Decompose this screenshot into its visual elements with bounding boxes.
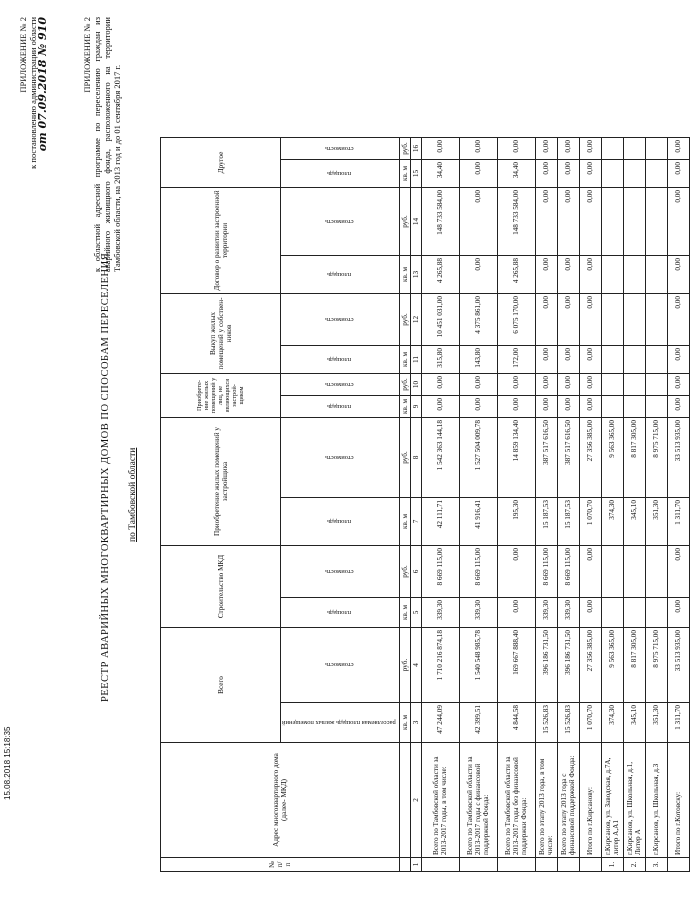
table-cell: 15 187,53 bbox=[557, 498, 579, 546]
unit-m2: кв. м bbox=[399, 498, 410, 546]
row-number bbox=[557, 858, 579, 872]
table-cell: 1 070,70 bbox=[579, 703, 601, 743]
table-cell: 8 669 115,00 bbox=[557, 546, 579, 598]
table-cell: 339,30 bbox=[557, 598, 579, 628]
unit-rub: руб. bbox=[399, 138, 410, 160]
header-num: № п/п bbox=[161, 858, 400, 872]
row-address: Всего по Тамбовской области за 2013-2017 годы без финансовой поддержки Фонда: bbox=[497, 743, 535, 858]
column-number: 7 bbox=[410, 498, 421, 546]
header-redemption: Выкуп жилых помещений у собствен-ников bbox=[161, 294, 281, 374]
header-address: Адрес многоквартирного дома (далее- МКД) bbox=[161, 743, 400, 858]
table-cell bbox=[623, 374, 645, 396]
table-cell: 0,00 bbox=[579, 374, 601, 396]
table-cell: 33 513 935,00 bbox=[667, 628, 689, 703]
column-number: 9 bbox=[410, 396, 421, 418]
row-number bbox=[459, 858, 497, 872]
header-cost: стоимость bbox=[281, 418, 400, 498]
header-cost: стоимость bbox=[281, 546, 400, 598]
table-cell: 0,00 bbox=[497, 138, 535, 160]
table-cell: 1 527 504 009,78 bbox=[459, 418, 497, 498]
table-row bbox=[421, 138, 459, 872]
table-cell: 15 526,83 bbox=[557, 703, 579, 743]
table-row bbox=[601, 138, 623, 872]
table-cell: 387 517 616,50 bbox=[557, 418, 579, 498]
column-number: 11 bbox=[410, 346, 421, 374]
table-cell: 34,40 bbox=[497, 160, 535, 188]
table-cell: 0,00 bbox=[535, 188, 557, 256]
table-row bbox=[645, 138, 667, 872]
table-cell: 0,00 bbox=[667, 396, 689, 418]
table-cell: 47 244,09 bbox=[421, 703, 459, 743]
table-cell: 339,30 bbox=[535, 598, 557, 628]
table-cell: 15 187,53 bbox=[535, 498, 557, 546]
table-cell: 4 375 861,00 bbox=[459, 294, 497, 346]
appendix-block bbox=[18, 17, 48, 252]
table-cell: 0,00 bbox=[459, 256, 497, 294]
table-cell: 42 399,51 bbox=[459, 703, 497, 743]
table-cell bbox=[601, 160, 623, 188]
table-row bbox=[623, 138, 645, 872]
column-number-row bbox=[410, 138, 421, 872]
table-cell: 0,00 bbox=[535, 396, 557, 418]
registry-body bbox=[421, 138, 689, 872]
table-cell bbox=[645, 138, 667, 160]
table-cell bbox=[623, 294, 645, 346]
table-cell: 1 542 363 144,18 bbox=[421, 418, 459, 498]
table-cell: 0,00 bbox=[557, 188, 579, 256]
table-row bbox=[459, 138, 497, 872]
table-cell: 169 667 888,40 bbox=[497, 628, 535, 703]
header-cost: стоимость bbox=[281, 188, 400, 256]
row-address: г.Кирсанов, ул. Школьная, д.3 bbox=[645, 743, 667, 858]
header-area: площадь bbox=[281, 396, 400, 418]
header-cost: стоимость bbox=[281, 294, 400, 346]
table-cell bbox=[645, 396, 667, 418]
table-cell: 351,30 bbox=[645, 498, 667, 546]
table-cell: 1 540 548 985,78 bbox=[459, 628, 497, 703]
row-address: г.Кирсанов, ул. Заводская, д.7А, литер А,А1 bbox=[601, 743, 623, 858]
header-area: площадь bbox=[281, 346, 400, 374]
table-cell: 27 356 385,00 bbox=[579, 418, 601, 498]
unit-rub: руб. bbox=[399, 628, 410, 703]
table-cell: 339,30 bbox=[459, 598, 497, 628]
table-cell: 374,30 bbox=[601, 498, 623, 546]
table-cell bbox=[623, 188, 645, 256]
table-cell: 0,00 bbox=[497, 396, 535, 418]
column-number: 10 bbox=[410, 374, 421, 396]
table-cell: 396 186 731,50 bbox=[535, 628, 557, 703]
header-area: площадь bbox=[281, 256, 400, 294]
table-cell: 0,00 bbox=[579, 138, 601, 160]
table-cell: 4 844,58 bbox=[497, 703, 535, 743]
column-number: 1 bbox=[410, 858, 421, 872]
table-cell: 42 111,71 bbox=[421, 498, 459, 546]
table-cell: 0,00 bbox=[557, 160, 579, 188]
table-cell: 351,30 bbox=[645, 703, 667, 743]
table-cell: 0,00 bbox=[579, 546, 601, 598]
table-row bbox=[497, 138, 535, 872]
table-cell: 27 356 385,00 bbox=[579, 628, 601, 703]
table-cell bbox=[601, 138, 623, 160]
table-cell: 8 669 115,00 bbox=[459, 546, 497, 598]
column-number: 8 bbox=[410, 418, 421, 498]
table-cell: 9 563 365,00 bbox=[601, 628, 623, 703]
header-area: площадь bbox=[281, 498, 400, 546]
unit-m2: кв. м bbox=[399, 703, 410, 743]
column-number: 15 bbox=[410, 160, 421, 188]
table-cell: 0,00 bbox=[667, 374, 689, 396]
table-cell: 0,00 bbox=[667, 598, 689, 628]
column-number: 6 bbox=[410, 546, 421, 598]
table-cell bbox=[645, 546, 667, 598]
unit-empty bbox=[399, 858, 410, 872]
unit-rub: руб. bbox=[399, 374, 410, 396]
row-number bbox=[421, 858, 459, 872]
table-cell: 374,30 bbox=[601, 703, 623, 743]
row-address: Итого по г.Котовску: bbox=[667, 743, 689, 858]
table-cell: 0,00 bbox=[535, 138, 557, 160]
table-cell: 0,00 bbox=[535, 374, 557, 396]
header-purchase-developer: Приобретение жилых помещений у застройщика bbox=[161, 418, 281, 546]
table-cell bbox=[601, 346, 623, 374]
table-cell bbox=[645, 188, 667, 256]
table-cell: 0,00 bbox=[421, 138, 459, 160]
column-number: 16 bbox=[410, 138, 421, 160]
column-number: 14 bbox=[410, 188, 421, 256]
table-cell: 14 859 134,40 bbox=[497, 418, 535, 498]
header-other: Другое bbox=[161, 138, 281, 188]
header-area: площадь bbox=[281, 160, 400, 188]
row-number bbox=[579, 858, 601, 872]
table-cell: 0,00 bbox=[579, 256, 601, 294]
table-cell: 33 513 935,00 bbox=[667, 418, 689, 498]
row-address: Всего по этапу 2013 года, в том числе: bbox=[535, 743, 557, 858]
table-cell: 0,00 bbox=[579, 598, 601, 628]
unit-empty bbox=[399, 743, 410, 858]
table-row bbox=[557, 138, 579, 872]
page-title: РЕЕСТР АВАРИЙНЫХ МНОГОКВАРТИРНЫХ ДОМОВ ПО СПОСОБАМ ПЕРЕСЕЛЕНИЯ bbox=[100, 252, 111, 702]
appendix-decree: к постановлению администрации области bbox=[28, 17, 38, 169]
row-address: Итого по г.Кирсанову: bbox=[579, 743, 601, 858]
table-cell bbox=[601, 374, 623, 396]
table-cell: 0,00 bbox=[667, 546, 689, 598]
table-cell: 1 710 216 874,18 bbox=[421, 628, 459, 703]
table-cell: 339,30 bbox=[421, 598, 459, 628]
table-cell: 0,00 bbox=[421, 374, 459, 396]
table-cell: 0,00 bbox=[557, 346, 579, 374]
table-cell bbox=[623, 346, 645, 374]
appendix-title: ПРИЛОЖЕНИЕ № 2 bbox=[18, 17, 28, 93]
row-number: 2. bbox=[623, 858, 645, 872]
table-cell: 15 526,83 bbox=[535, 703, 557, 743]
table-cell: 0,00 bbox=[497, 374, 535, 396]
print-timestamp: 15.08.2018 15:18:35 bbox=[3, 726, 12, 800]
table-cell: 315,80 bbox=[421, 346, 459, 374]
table-cell: 34,40 bbox=[421, 160, 459, 188]
table-cell: 0,00 bbox=[667, 138, 689, 160]
table-cell: 0,00 bbox=[459, 396, 497, 418]
column-number: 4 bbox=[410, 628, 421, 703]
table-cell bbox=[623, 396, 645, 418]
unit-m2: кв. м bbox=[399, 346, 410, 374]
table-cell: 148 733 584,00 bbox=[421, 188, 459, 256]
table-cell: 8 669 115,00 bbox=[535, 546, 557, 598]
table-cell bbox=[645, 294, 667, 346]
table-cell: 0,00 bbox=[535, 256, 557, 294]
table-cell: 0,00 bbox=[667, 256, 689, 294]
appendix-program-text: к областной адресной программе по переселению граждан из аварийного жилищного фонда, расположенного на территории Тамбовской области, на 2013 год и до 01 сентября 2017 г. bbox=[92, 17, 122, 272]
table-cell: 8 817 305,00 bbox=[623, 418, 645, 498]
rotated-document-sheet bbox=[10, 12, 683, 892]
table-cell: 148 733 584,00 bbox=[497, 188, 535, 256]
header-total: Всего bbox=[161, 628, 281, 743]
table-cell bbox=[601, 294, 623, 346]
page-subtitle: по Тамбовской области bbox=[128, 447, 138, 542]
table-cell: 345,10 bbox=[623, 498, 645, 546]
table-cell bbox=[601, 546, 623, 598]
table-row bbox=[667, 138, 689, 872]
table-cell: 387 517 616,50 bbox=[535, 418, 557, 498]
row-address: Всего по этапу 2013 года с финансовой поддержкой Фонда: bbox=[557, 743, 579, 858]
row-number bbox=[667, 858, 689, 872]
table-cell: 8 975 715,00 bbox=[645, 628, 667, 703]
appendix-program-block bbox=[82, 17, 122, 272]
table-cell: 0,00 bbox=[557, 374, 579, 396]
table-cell: 1 311,70 bbox=[667, 703, 689, 743]
header-area: площадь bbox=[281, 598, 400, 628]
table-cell: 9 563 365,00 bbox=[601, 418, 623, 498]
table-cell: 1 311,70 bbox=[667, 498, 689, 546]
table-cell: 0,00 bbox=[497, 546, 535, 598]
row-address: Всего по Тамбовской области за 2013-2017 годы, в том числе: bbox=[421, 743, 459, 858]
table-cell bbox=[645, 346, 667, 374]
table-cell: 0,00 bbox=[459, 138, 497, 160]
column-number: 3 bbox=[410, 703, 421, 743]
table-cell: 0,00 bbox=[421, 396, 459, 418]
table-cell: 4 265,88 bbox=[421, 256, 459, 294]
table-cell: 0,00 bbox=[535, 294, 557, 346]
table-cell: 172,00 bbox=[497, 346, 535, 374]
row-address: г.Кирсанов, ул. Школьная, д.1, Литер А bbox=[623, 743, 645, 858]
table-cell: 0,00 bbox=[535, 160, 557, 188]
registry-table bbox=[160, 137, 690, 872]
row-number: 1. bbox=[601, 858, 623, 872]
unit-m2: кв. м bbox=[399, 160, 410, 188]
table-cell: 4 265,88 bbox=[497, 256, 535, 294]
table-cell: 0,00 bbox=[667, 160, 689, 188]
table-cell: 0,00 bbox=[667, 346, 689, 374]
row-address: Всего по Тамбовской области за 2013-2017 годы с финансовой поддержкой Фонда: bbox=[459, 743, 497, 858]
column-number: 2 bbox=[410, 743, 421, 858]
table-cell: 0,00 bbox=[579, 346, 601, 374]
table-cell bbox=[645, 256, 667, 294]
table-cell: 10 451 031,00 bbox=[421, 294, 459, 346]
table-cell: 345,10 bbox=[623, 703, 645, 743]
table-cell bbox=[645, 374, 667, 396]
table-cell bbox=[623, 598, 645, 628]
table-cell: 0,00 bbox=[667, 294, 689, 346]
table-cell: 0,00 bbox=[579, 160, 601, 188]
table-cell: 0,00 bbox=[459, 374, 497, 396]
table-cell bbox=[601, 256, 623, 294]
unit-rub: руб. bbox=[399, 546, 410, 598]
table-cell: 0,00 bbox=[557, 256, 579, 294]
table-cell bbox=[601, 598, 623, 628]
row-number: 3. bbox=[645, 858, 667, 872]
table-cell: 6 075 170,00 bbox=[497, 294, 535, 346]
unit-m2: кв. м bbox=[399, 396, 410, 418]
table-cell: 0,00 bbox=[535, 346, 557, 374]
table-cell: 41 916,41 bbox=[459, 498, 497, 546]
column-number: 12 bbox=[410, 294, 421, 346]
header-purchase-nondeveloper: Приобрете-ние жилых помещений у лиц, не являющихся застрой-щиком bbox=[161, 374, 281, 418]
header-area-resettled: расселяемая площадь жилых помещений bbox=[281, 703, 400, 743]
table-cell: 0,00 bbox=[579, 188, 601, 256]
table-cell: 8 975 715,00 bbox=[645, 418, 667, 498]
unit-rub: руб. bbox=[399, 294, 410, 346]
table-cell: 143,80 bbox=[459, 346, 497, 374]
table-cell bbox=[623, 160, 645, 188]
unit-m2: кв. м bbox=[399, 256, 410, 294]
table-cell: 0,00 bbox=[459, 160, 497, 188]
table-cell: 0,00 bbox=[557, 138, 579, 160]
table-cell: 1 070,70 bbox=[579, 498, 601, 546]
unit-rub: руб. bbox=[399, 418, 410, 498]
table-cell bbox=[623, 138, 645, 160]
table-cell: 0,00 bbox=[579, 396, 601, 418]
header-construction: Строительство МКД bbox=[161, 546, 281, 628]
header-agreement: Договор о развитии застроенной территории bbox=[161, 188, 281, 294]
table-cell: 195,30 bbox=[497, 498, 535, 546]
table-cell: 0,00 bbox=[579, 294, 601, 346]
table-cell bbox=[645, 160, 667, 188]
table-cell bbox=[623, 546, 645, 598]
table-row bbox=[535, 138, 557, 872]
table-cell: 8 669 115,00 bbox=[421, 546, 459, 598]
column-number: 13 bbox=[410, 256, 421, 294]
unit-m2: кв. м bbox=[399, 598, 410, 628]
row-number bbox=[535, 858, 557, 872]
table-cell: 0,00 bbox=[497, 598, 535, 628]
header-cost: стоимость bbox=[281, 374, 400, 396]
unit-rub: руб. bbox=[399, 188, 410, 256]
appendix-program-title: ПРИЛОЖЕНИЕ № 2 bbox=[82, 17, 92, 93]
table-cell: 0,00 bbox=[557, 294, 579, 346]
row-number bbox=[497, 858, 535, 872]
table-cell: 8 817 305,00 bbox=[623, 628, 645, 703]
table-cell: 0,00 bbox=[459, 188, 497, 256]
table-row bbox=[579, 138, 601, 872]
header-cost: стоимость bbox=[281, 628, 400, 703]
table-cell bbox=[601, 396, 623, 418]
table-cell: 396 186 731,50 bbox=[557, 628, 579, 703]
table-cell bbox=[601, 188, 623, 256]
table-cell bbox=[623, 256, 645, 294]
column-number: 5 bbox=[410, 598, 421, 628]
table-cell: 0,00 bbox=[557, 396, 579, 418]
handwritten-date-number: от 07.09.2018 № 910 bbox=[36, 17, 49, 152]
table-cell: 0,00 bbox=[667, 188, 689, 256]
header-cost: стоимость bbox=[281, 138, 400, 160]
table-cell bbox=[645, 598, 667, 628]
